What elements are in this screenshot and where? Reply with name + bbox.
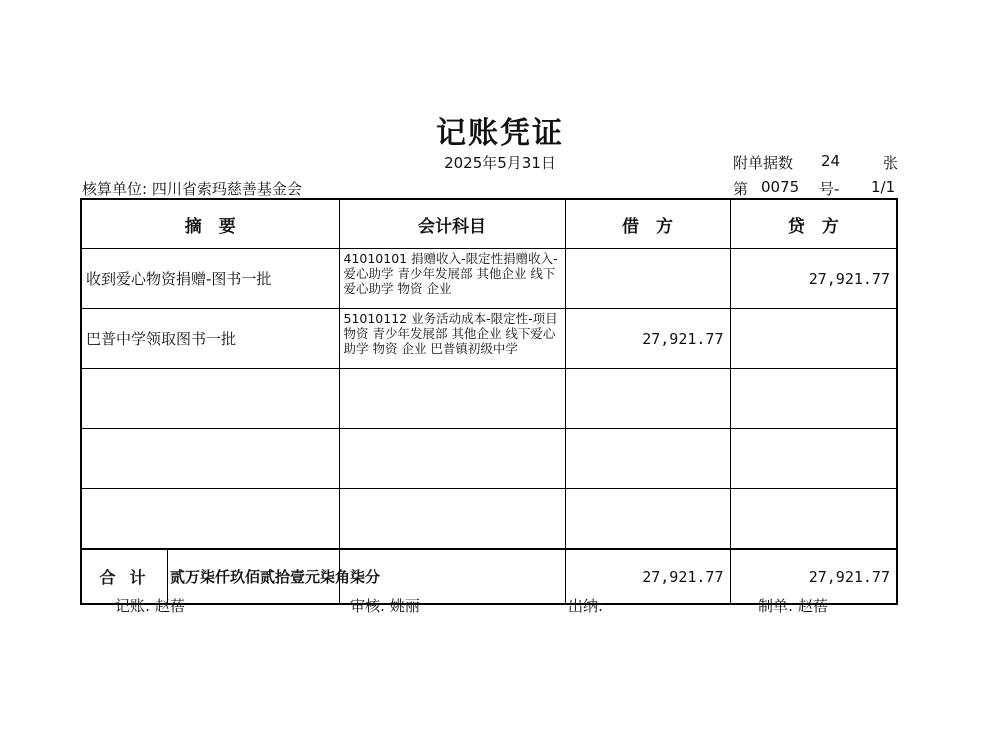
row-account: 41010101 捐赠收入-限定性捐赠收入-爱心助学 青少年发展部 其他企业 线下爱心助学 物资 企业 — [339, 249, 565, 309]
bookkeeper-signature: 记账: 赵蓓 — [115, 597, 185, 615]
row-summary: 收到爱心物资捐赠-图书一批 — [81, 249, 339, 309]
row-debit — [565, 489, 730, 550]
attachments-unit: 张 — [883, 154, 899, 172]
row-debit — [565, 429, 730, 489]
cashier-signature: 出纳: — [568, 597, 604, 615]
row-summary — [81, 489, 339, 550]
voucher-title: 记账凭证 — [436, 116, 564, 151]
row-credit: 27,921.77 — [730, 249, 897, 309]
table-row — [81, 489, 897, 550]
accounting-unit-name: 四川省索玛慈善基金会 — [151, 180, 302, 198]
row-account — [339, 489, 565, 550]
reviewer-signature: 审核: 姚丽 — [350, 597, 420, 615]
voucher-date: 2025年5月31日 — [444, 154, 556, 172]
table-row — [81, 429, 897, 489]
row-summary: 巴普中学领取图书一批 — [81, 309, 339, 369]
row-debit — [565, 249, 730, 309]
table-row — [81, 369, 897, 429]
row-account — [339, 369, 565, 429]
voucher-number-suffix: 号- — [819, 180, 840, 198]
header-debit: 借 方 — [565, 199, 730, 249]
total-amount-words: 贰万柒仟玖佰贰拾壹元柒角柒分 — [170, 568, 381, 586]
total-label: 合计 — [82, 550, 168, 603]
header-summary: 摘 要 — [81, 199, 339, 249]
table-row — [81, 249, 897, 309]
voucher-table — [80, 198, 898, 605]
row-summary — [81, 369, 339, 429]
attachments-count: 24 — [821, 152, 841, 170]
row-account: 51010112 业务活动成本-限定性-项目物资 青少年发展部 其他企业 线下爱心助学 物资 企业 巴普镇初级中学 — [339, 309, 565, 369]
row-credit — [730, 369, 897, 429]
accounting-unit-row — [82, 178, 302, 199]
accounting-unit-label: 核算单位: — [82, 180, 148, 198]
row-debit — [565, 369, 730, 429]
preparer-signature: 制单: 赵蓓 — [758, 597, 828, 615]
voucher-number-prefix: 第 — [733, 180, 749, 198]
table-header-row — [81, 199, 897, 249]
row-credit — [730, 429, 897, 489]
voucher-page: 1/1 — [871, 178, 896, 196]
table-row — [81, 309, 897, 369]
total-debit: 27,921.77 — [565, 549, 730, 604]
row-debit: 27,921.77 — [565, 309, 730, 369]
voucher-number: 0075 — [761, 178, 800, 196]
row-credit — [730, 489, 897, 550]
row-account — [339, 429, 565, 489]
attachments-label: 附单据数 — [733, 154, 794, 172]
header-credit: 贷 方 — [730, 199, 897, 249]
row-summary — [81, 429, 339, 489]
row-credit — [730, 309, 897, 369]
total-credit: 27,921.77 — [730, 549, 897, 604]
header-account: 会计科目 — [339, 199, 565, 249]
